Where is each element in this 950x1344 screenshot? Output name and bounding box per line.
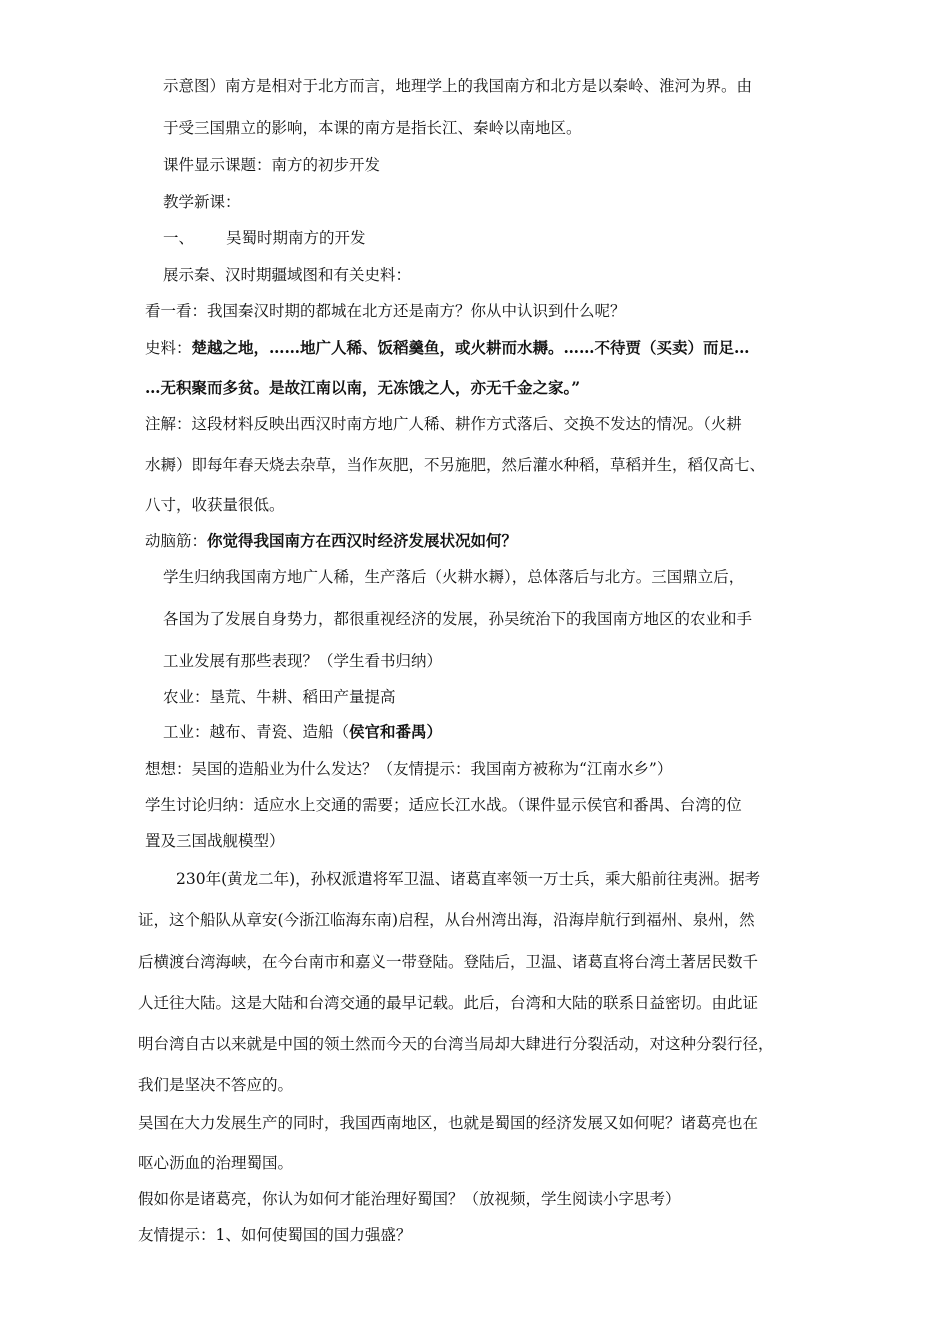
question-text: 你觉得我国南方在西汉时经济发展状况如何？	[207, 531, 518, 550]
question-line	[145, 531, 517, 551]
paragraph-line: 展示秦、汉时期疆域图和有关史料：	[163, 266, 412, 284]
quote-text: …无积聚而多贫。是故江南以南，无冻饿之人，亦无千金之家。”	[145, 378, 581, 397]
quote-label: 史料：	[145, 339, 192, 357]
paragraph-line: 学生归纳我国南方地广人稀，生产落后（火耕水耨），总体落后与北方。三国鼎立后，	[163, 568, 745, 586]
paragraph-line: 示意图）南方是相对于北方而言，地理学上的我国南方和北方是以秦岭、淮河为界。由	[163, 77, 753, 95]
paragraph-line: 注解：这段材料反映出西汉时南方地广人稀、耕作方式落后、交换不发达的情况。（火耕	[145, 415, 742, 433]
quote-line	[145, 338, 750, 358]
paragraph-line: 友情提示：1、如何使蜀国的国力强盛？	[138, 1226, 412, 1244]
paragraph-line: 教学新课：	[163, 193, 241, 211]
paragraph-line: 230年(黄龙二年)，孙权派遣将军卫温、诸葛直率领一万士兵，乘大船前往夷洲。据考	[176, 870, 761, 888]
paragraph-line: 吴国在大力发展生产的同时，我国西南地区，也就是蜀国的经济发展又如何呢？诸葛亮也在	[138, 1114, 759, 1132]
paragraph-line: 水耨）即每年春天烧去杂草，当作灰肥，不另施肥，然后灌水种稻，草稻并生，稻仅高七、	[145, 456, 766, 474]
quote-line	[145, 378, 580, 398]
paragraph-line: 课件显示课题：南方的初步开发	[163, 156, 381, 174]
paragraph-line: 八寸，收获量很低。	[145, 496, 285, 514]
paragraph-line: 呕心沥血的治理蜀国。	[138, 1154, 294, 1172]
paragraph-line: 我们是坚决不答应的。	[138, 1076, 294, 1094]
industry-places: 侯官和番禺）	[349, 722, 443, 741]
paragraph-line: 假如你是诸葛亮，你认为如何才能治理好蜀国？（放视频，学生阅读小字思考）	[138, 1190, 681, 1208]
paragraph-line: 各国为了发展自身势力，都很重视经济的发展，孙吴统治下的我国南方地区的农业和手	[163, 610, 753, 628]
industry-label: 工业：越布、青瓷、造船（	[163, 723, 350, 741]
section-title: 吴蜀时期南方的开发	[226, 229, 366, 247]
question-label: 动脑筋：	[145, 532, 208, 550]
paragraph-line: 工业发展有那些表现？（学生看书归纳）	[163, 652, 443, 670]
section-heading	[163, 228, 366, 248]
paragraph-line: 人迁往大陆。这是大陆和台湾交通的最早记载。此后，台湾和大陆的联系日益密切。由此证	[138, 994, 759, 1012]
paragraph-line: 明台湾自古以来就是中国的领土然而今天的台湾当局却大肆进行分裂活动，对这种分裂行径，	[138, 1035, 774, 1053]
section-number: 一、	[163, 229, 195, 247]
paragraph-line: 置及三国战舰模型）	[145, 832, 285, 850]
paragraph-line: 农业：垦荒、牛耕、稻田产量提高	[163, 688, 396, 706]
paragraph-line: 后横渡台湾海峡，在今台南市和嘉义一带登陆。登陆后，卫温、诸葛直将台湾土著居民数千	[138, 953, 759, 971]
quote-text: 楚越之地，……地广人稀、饭稻羹鱼，或火耕而水耨。……不待贾（买卖）而足…	[191, 338, 750, 357]
paragraph-line: 证，这个船队从章安(今浙江临海东南)启程，从台州湾出海，沿海岸航行到福州、泉州，然	[138, 911, 755, 929]
paragraph-line: 想想：吴国的造船业为什么发达？（友情提示：我国南方被称为“江南水乡”）	[145, 760, 673, 778]
paragraph-line: 于受三国鼎立的影响，本课的南方是指长江、秦岭以南地区。	[163, 119, 582, 137]
paragraph-line	[163, 722, 442, 742]
paragraph-line: 学生讨论归纳：适应水上交通的需要；适应长江水战。（课件显示侯官和番禺、台湾的位	[145, 796, 742, 814]
paragraph-line: 看一看：我国秦汉时期的都城在北方还是南方？你从中认识到什么呢？	[145, 302, 626, 320]
